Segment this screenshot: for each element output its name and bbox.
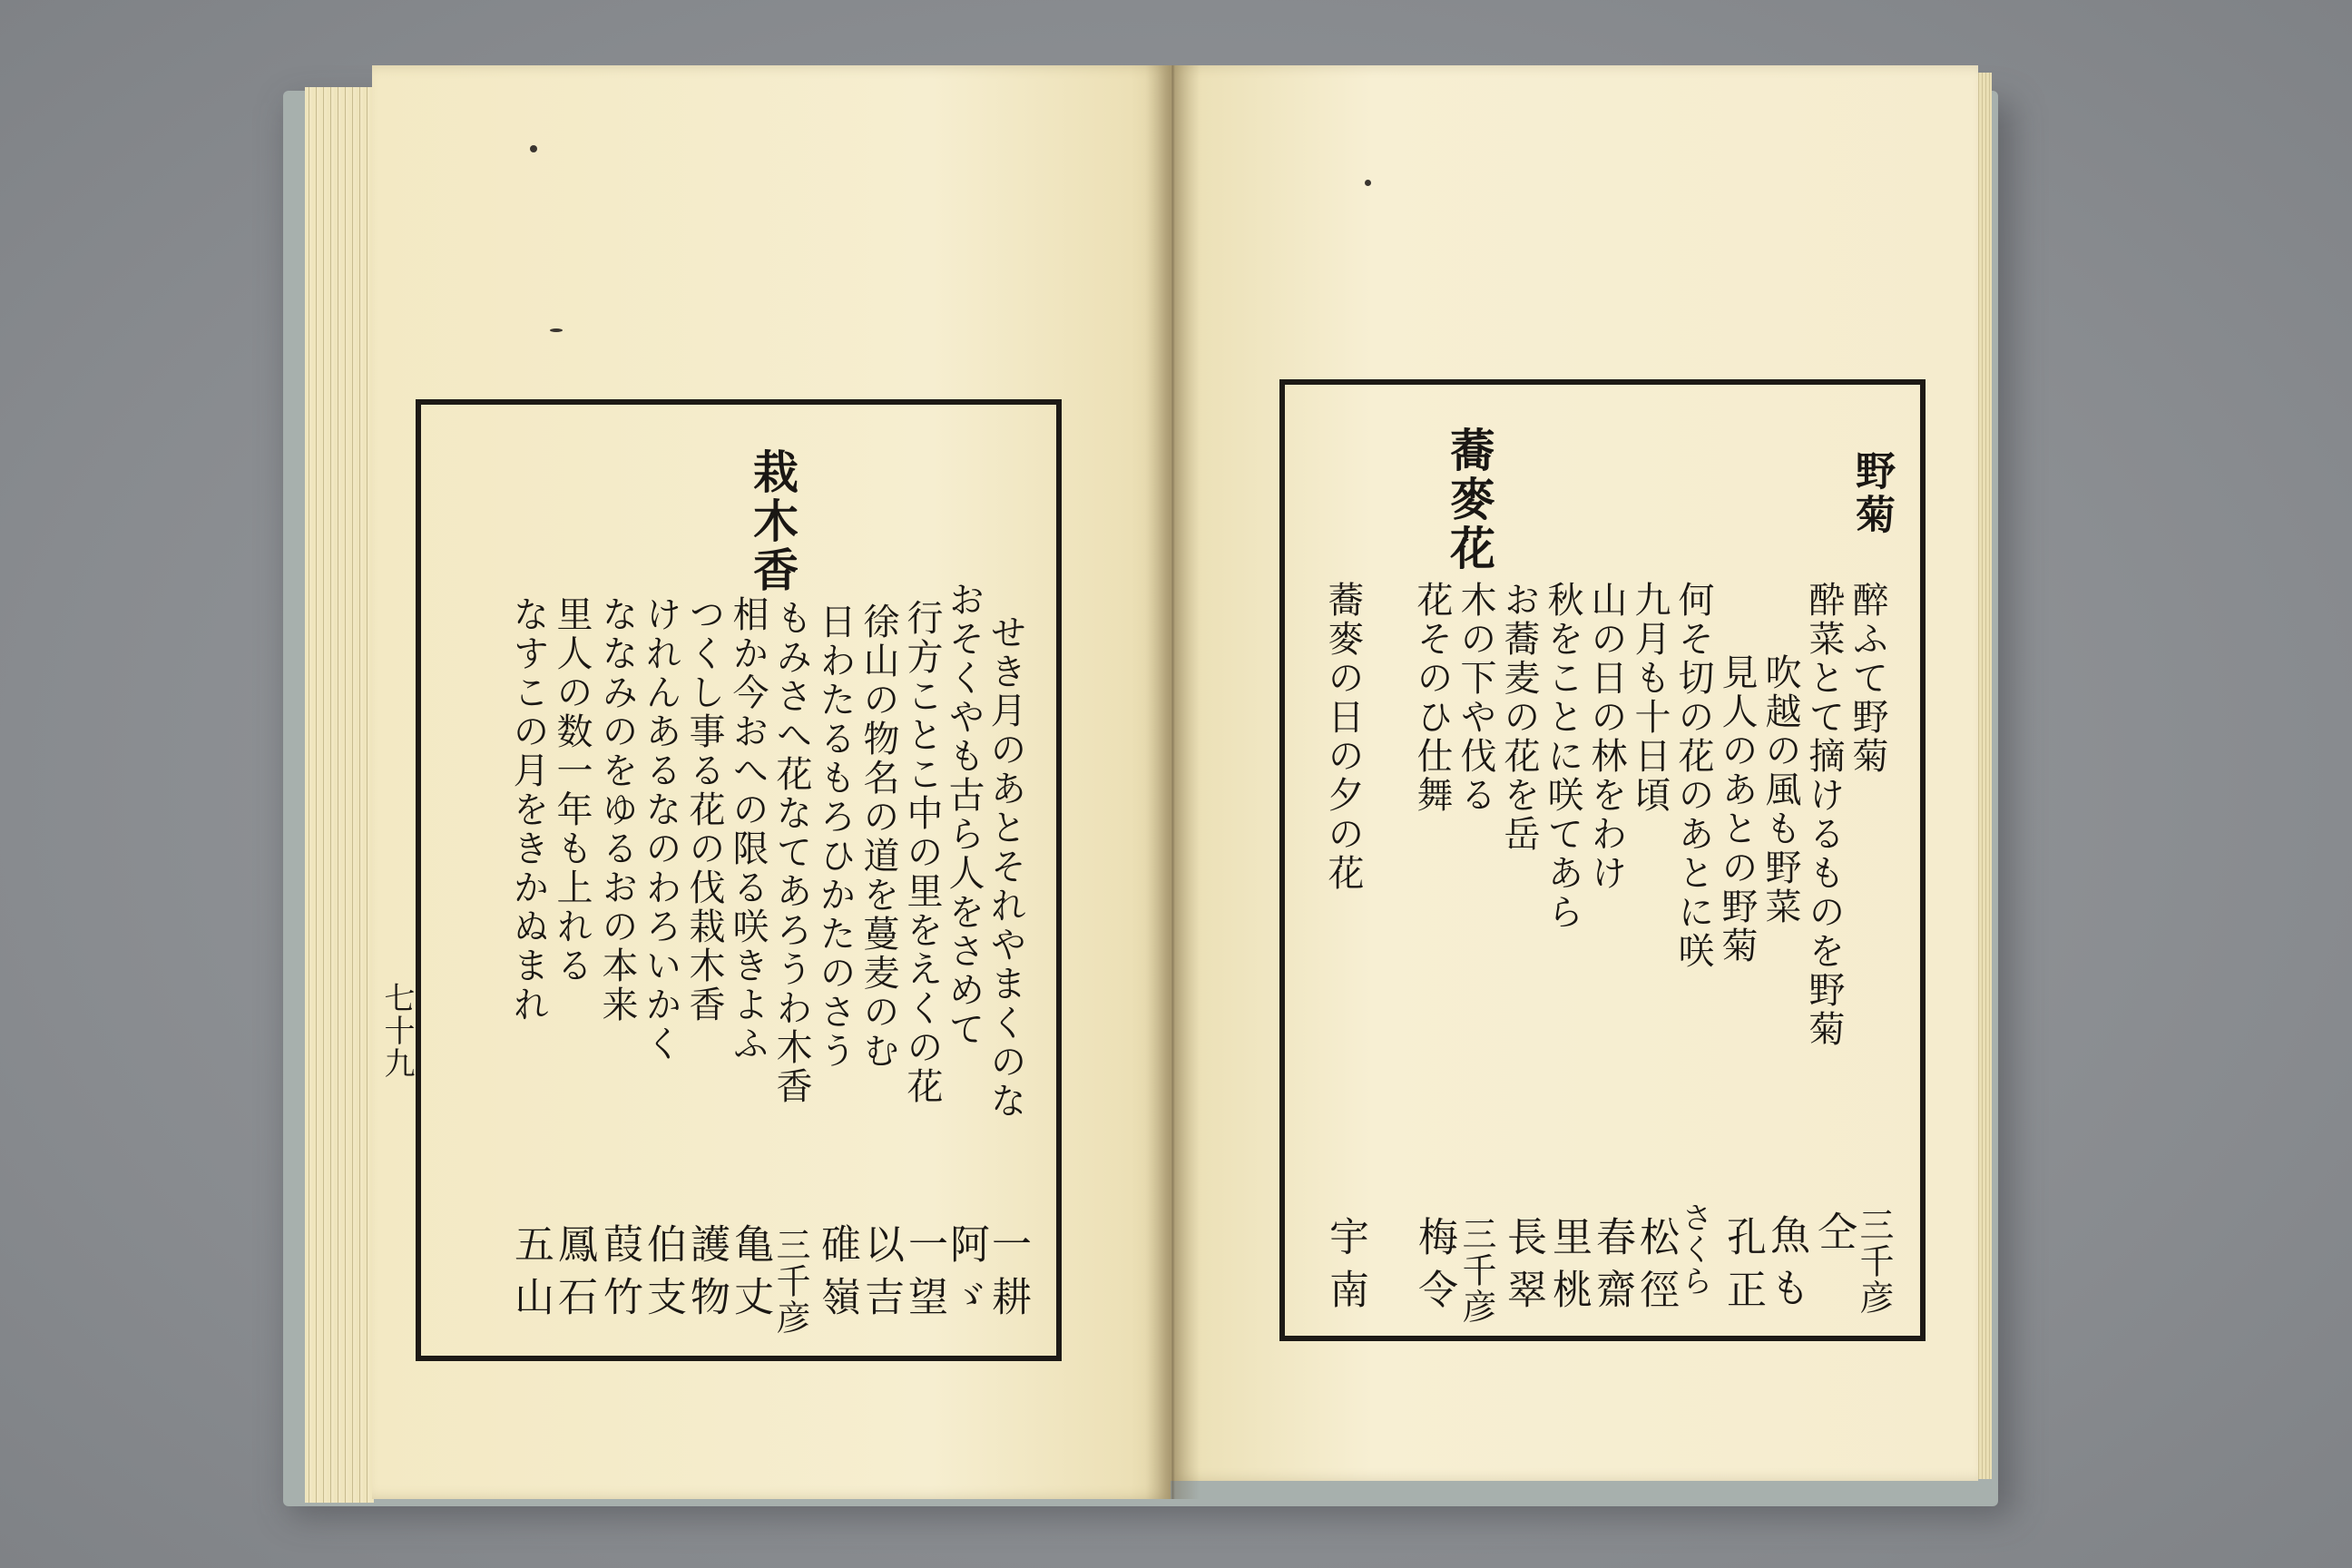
book-gutter — [1145, 65, 1200, 1499]
verse-line: 吹越の風も野菜 — [1759, 653, 1801, 926]
left-page-title: 栽木香 — [746, 448, 799, 595]
ink-speck — [550, 328, 563, 332]
verse-line: 行方ことこ中の里をえくの花 — [901, 599, 943, 1106]
verse-line: お蕎麦の花を岳 — [1498, 581, 1540, 854]
verse-line: つくし事る花の伐栽木香 — [683, 595, 725, 1024]
verse-line: もみさへ花なてあろうわ木香 — [770, 599, 812, 1106]
page-edges-left — [305, 87, 374, 1503]
poet-signature: 魚も — [1763, 1214, 1809, 1319]
ink-speck — [530, 145, 537, 152]
verse-line: なすこの月をきかぬまれ — [507, 595, 549, 1024]
right-page-subtitle: 野菊 — [1848, 450, 1895, 537]
poet-signature: 三千彦 — [1854, 1207, 1894, 1316]
poet-signature: 里桃 — [1545, 1216, 1592, 1321]
poet-signature: 護物 — [683, 1223, 730, 1328]
verse-line: 秋をことに咲てあら — [1542, 581, 1583, 932]
verse-line: 見人のあとの野菊 — [1716, 653, 1758, 965]
poet-signature: 阿ゞ — [943, 1223, 989, 1328]
verse-line: 里人の数一年も上れる — [551, 595, 593, 985]
poet-signature: さくら — [1676, 1201, 1712, 1297]
poet-signature: 仝 — [1810, 1210, 1857, 1263]
poet-signature: 長翠 — [1500, 1216, 1546, 1321]
verse-line: 木の下や伐る — [1455, 581, 1496, 815]
verse-line: 九月も十日頃 — [1629, 581, 1671, 815]
poet-signature: 松徑 — [1632, 1216, 1679, 1321]
poet-signature: 一望 — [901, 1223, 947, 1328]
poet-signature: 碓嶺 — [814, 1223, 860, 1328]
verse-line: 相か今おへの限る咲きよふ — [727, 595, 769, 1063]
verse-line: けれんあるなのわろいかく — [640, 595, 681, 1063]
poet-signature: 一耕 — [985, 1223, 1031, 1328]
poet-signature: 五山 — [507, 1223, 554, 1328]
verse-line: 蕎麥の日の夕の花 — [1322, 581, 1364, 893]
poet-signature: 伯支 — [640, 1223, 686, 1328]
poet-signature: 亀丈 — [727, 1223, 773, 1328]
poet-signature: 宇南 — [1322, 1216, 1368, 1321]
poet-signature: 三千彦 — [770, 1227, 810, 1336]
verse-line: おそくやも古ら人をさめて — [943, 581, 985, 1049]
verse-line: 徐山の物名の道を蔓麦のむ — [858, 603, 899, 1071]
poet-signature: 梅令 — [1411, 1216, 1457, 1321]
poet-signature: 鳳石 — [551, 1223, 597, 1328]
verse-line: 花そのひ仕舞 — [1411, 581, 1453, 815]
verse-line: 日わたるもろひかたのさう — [814, 603, 856, 1071]
ink-speck — [1365, 180, 1371, 186]
verse-line: せき月のあとそれやまくのな — [985, 613, 1026, 1121]
poet-signature: 葭竹 — [596, 1223, 642, 1328]
folio-number: 七十九 — [378, 982, 415, 1080]
poet-signature: 春齋 — [1589, 1216, 1635, 1321]
verse-line: 醉ふて野菊 — [1847, 581, 1888, 776]
verse-line: 山の日の林をわけ — [1585, 581, 1627, 893]
verse-line: 何そ切の花のあとに咲 — [1672, 581, 1714, 971]
poet-signature: 三千彦 — [1456, 1216, 1496, 1325]
poet-signature: 以吉 — [858, 1223, 904, 1328]
verse-line: ななみのをゆるおの本来 — [596, 595, 638, 1024]
right-page-title: 蕎麥花 — [1443, 426, 1496, 573]
poet-signature: 孔正 — [1720, 1216, 1766, 1321]
verse-line: 酔菜とて摘けるものを野菊 — [1803, 581, 1845, 1049]
